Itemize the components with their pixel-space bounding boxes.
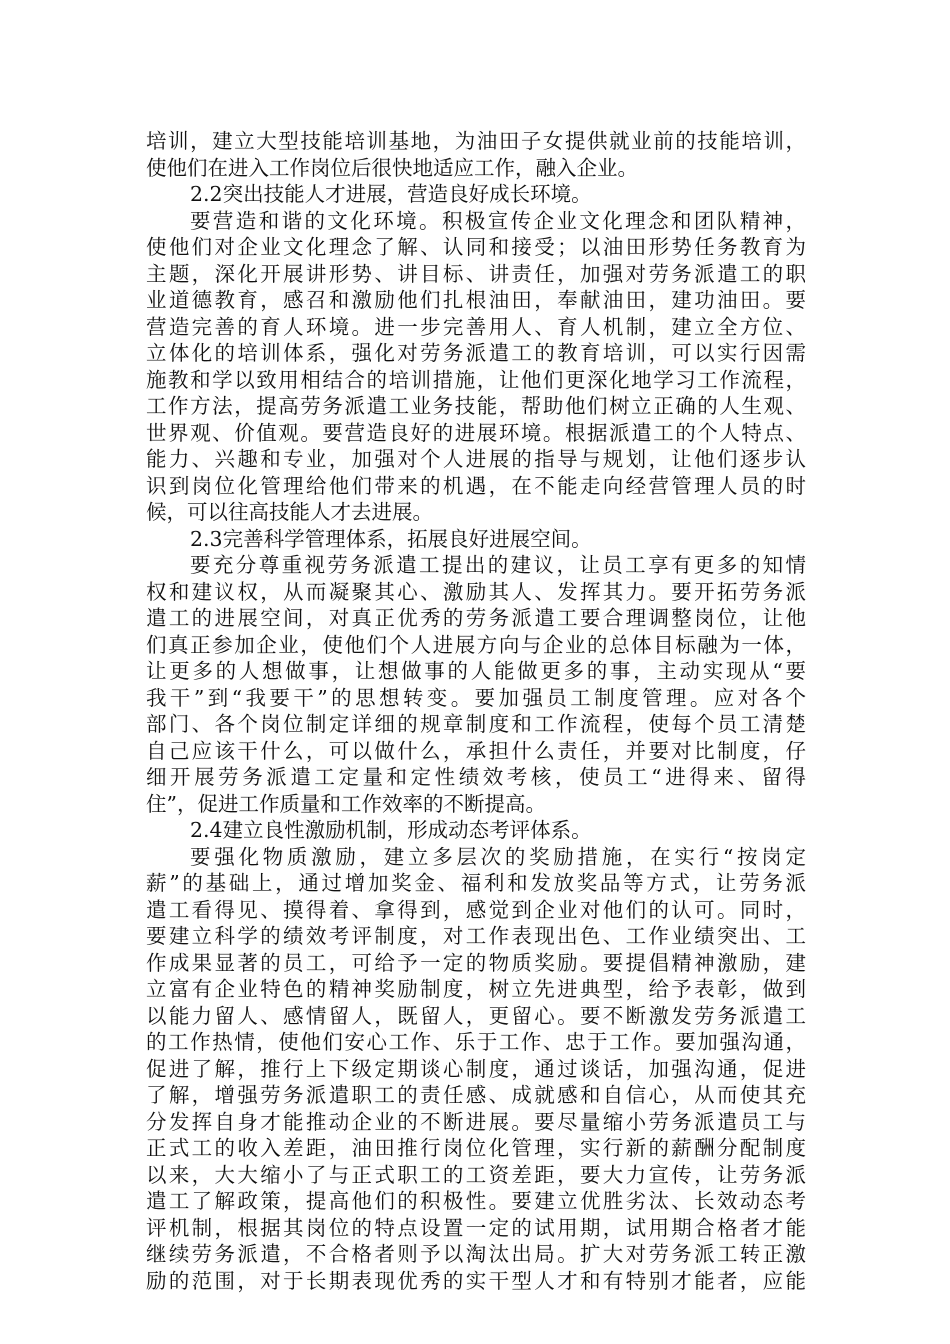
text-line: 要建立科学的绩效考评制度，对工作表现出色、工作业绩突出、工 — [146, 924, 806, 948]
text-line: 了解，增强劳务派遣职工的责任感、成就感和自信心，从而使其充 — [146, 1083, 806, 1107]
section-heading: 2.3完善科学管理体系，拓展良好进展空间。 — [190, 526, 592, 551]
text-line: 遣工看得见、摸得着、拿得到，感觉到企业对他们的认可。同时， — [146, 897, 806, 922]
text-line: 薪”的基础上，通过增加奖金、福利和发放奖品等方式，让劳务派 — [146, 871, 806, 895]
text-line: 培训，建立大型技能培训基地，为油田子女提供就业前的技能培训， — [146, 129, 806, 153]
text-line: 立富有企业特色的精神奖励制度，树立先进典型，给予表彰，做到 — [146, 977, 806, 1001]
text-line: 候，可以往高技能人才去进展。 — [146, 500, 433, 524]
text-line: 部门、各个岗位制定详细的规章制度和工作流程，使每个员工清楚 — [146, 712, 806, 736]
text-line: 识到岗位化管理给他们带来的机遇，在不能走向经营管理人员的时 — [146, 473, 806, 498]
text-line: 以来，大大缩小了与正式职工的工资差距，要大力宣传，让劳务派 — [146, 1162, 806, 1187]
text-line: 们真正参加企业，使他们个人进展方向与企业的总体目标融为一体， — [146, 632, 806, 657]
section-heading: 2.2突出技能人才进展，营造良好成长环境。 — [190, 182, 592, 206]
text-line: 让更多的人想做事，让想做事的人能做更多的事，主动实现从“要 — [146, 659, 806, 683]
text-line: 分发挥自身才能推动企业的不断进展。要尽量缩小劳务派遣员工与 — [146, 1109, 806, 1134]
text-line: 励的范围，对于长期表现优秀的实干型人才和有特别才能者，应能 — [146, 1268, 806, 1293]
text-line: 继续劳务派遣，不合格者则予以淘汰出局。扩大对劳务派工转正激 — [146, 1242, 806, 1266]
text-line: 细开展劳务派遣工定量和定性绩效考核，使员工“进得来、留得 — [146, 765, 806, 789]
text-line: 评机制，根据其岗位的特点设置一定的试用期，试用期合格者才能 — [146, 1215, 806, 1240]
text-line: 要充分尊重视劳务派遣工提出的建议，让员工享有更多的知情 — [190, 553, 806, 577]
text-line: 使他们对企业文化理念了解、认同和接受；以油田形势任务教育为 — [146, 235, 806, 259]
text-line: 遣工的进展空间，对真正优秀的劳务派遣工要合理调整岗位，让他 — [146, 606, 806, 630]
text-line: 要营造和谐的文化环境。积极宣传企业文化理念和团队精神， — [190, 208, 806, 233]
text-line: 施教和学以致用相结合的培训措施，让他们更深化地学习工作流程， — [146, 367, 806, 392]
section-heading: 2.4建立良性激励机制，形成动态考评体系。 — [190, 818, 592, 842]
text-line: 营造完善的育人环境。进一步完善用人、育人机制，建立全方位、 — [146, 314, 806, 339]
text-line: 促进了解，推行上下级定期谈心制度，通过谈话，加强沟通，促进 — [146, 1056, 806, 1081]
text-line: 自己应该干什么，可以做什么，承担什么责任，并要对比制度，仔 — [146, 738, 806, 763]
text-line: 正式工的收入差距，油田推行岗位化管理，实行新的薪酬分配制度 — [146, 1136, 806, 1160]
text-line: 以能力留人、感情留人，既留人，更留心。要不断激发劳务派遣工 — [146, 1003, 806, 1028]
text-line: 作成果显著的员工，可给予一定的物质奖励。要提倡精神激励，建 — [146, 950, 806, 975]
text-line: 能力、兴趣和专业，加强对个人进展的指导与规划，让他们逐步认 — [146, 447, 806, 471]
text-line: 使他们在进入工作岗位后很快地适应工作，融入企业。 — [146, 155, 638, 180]
text-line: 业道德教育，感召和激励他们扎根油田，奉献油田，建功油田。要 — [146, 288, 806, 312]
text-line: 要强化物质激励，建立多层次的奖励措施，在实行“按岗定 — [190, 844, 806, 869]
text-line: 的工作热情，使他们安心工作、乐于工作、忠于工作。要加强沟通， — [146, 1030, 806, 1054]
text-line: 工作方法，提高劳务派遣工业务技能，帮助他们树立正确的人生观、 — [146, 394, 806, 418]
text-line: 住”，促进工作质量和工作效率的不断提高。 — [146, 791, 546, 816]
text-line: 权和建议权，从而凝聚其心、激励其人、发挥其力。要开拓劳务派 — [146, 579, 806, 604]
text-line: 我干”到“我要干”的思想转变。要加强员工制度管理。应对各个 — [146, 685, 806, 710]
text-line: 遣工了解政策，提高他们的积极性。要建立优胜劣汰、长效动态考 — [146, 1189, 806, 1213]
text-line: 世界观、价值观。要营造良好的进展环境。根据派遣工的个人特点、 — [146, 420, 806, 445]
text-line: 主题，深化开展讲形势、讲目标、讲责任，加强对劳务派遣工的职 — [146, 261, 806, 286]
text-line: 立体化的培训体系，强化对劳务派遣工的教育培训，可以实行因需 — [146, 341, 806, 365]
